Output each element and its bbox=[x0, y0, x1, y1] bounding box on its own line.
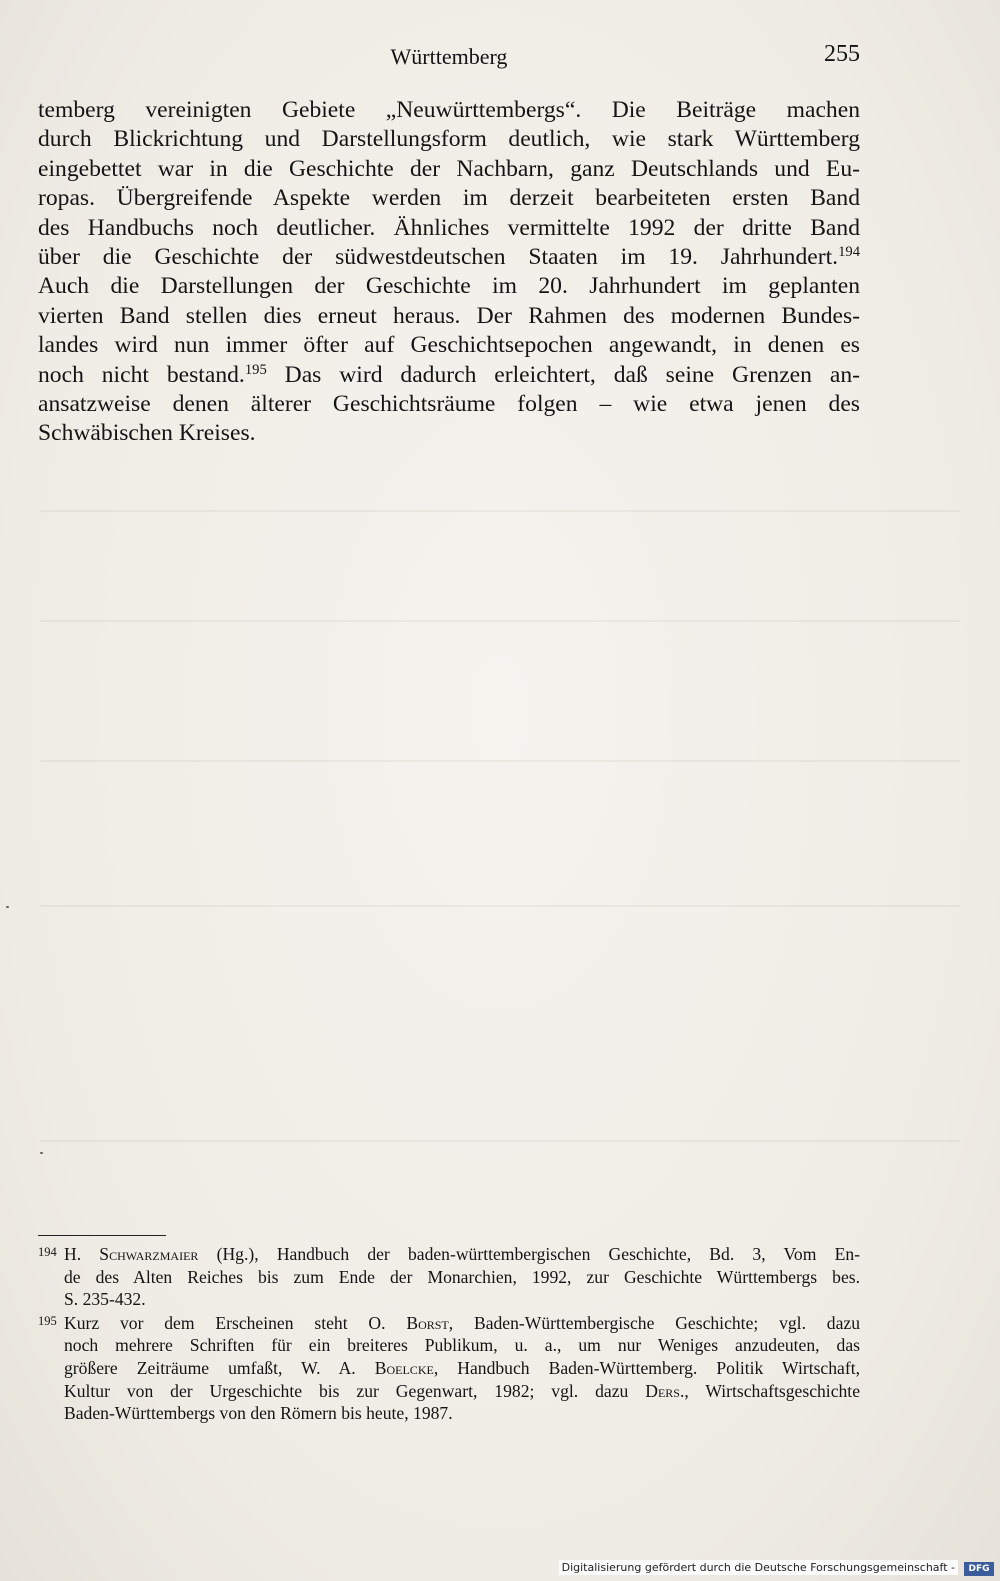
running-header bbox=[38, 41, 860, 74]
text-segment: noch nicht bestand. bbox=[38, 361, 245, 388]
text-line bbox=[38, 243, 860, 272]
author-name: Borst bbox=[406, 1312, 449, 1333]
bleed-through-mark bbox=[40, 1140, 960, 1142]
footnote-line: Baden-Württembergs von den Römern bis heute, 1987. bbox=[64, 1403, 453, 1424]
text-line: Auch die Darstellungen der Geschichte im 20. Jahrhundert im geplanten bbox=[38, 273, 860, 300]
footnote-194 bbox=[38, 1243, 860, 1311]
bleed-through-mark bbox=[40, 620, 960, 622]
text-line: des Handbuchs noch deutlicher. Ähnliches vermittelte 1992 der dritte Band bbox=[38, 214, 860, 241]
page-number: 255 bbox=[824, 41, 860, 67]
text-line: ropas. Übergreifende Aspekte werden im derzeit bearbeiteten ersten Band bbox=[38, 185, 860, 212]
text-segment: Kurz vor dem Erscheinen steht O. bbox=[64, 1312, 407, 1333]
bleed-through-mark bbox=[40, 510, 960, 512]
footnote-line bbox=[64, 1357, 860, 1380]
bleed-through-mark bbox=[40, 905, 960, 907]
dfg-logo: DFG bbox=[964, 1562, 994, 1576]
bleed-through-mark bbox=[40, 760, 960, 762]
text-line: ansatzweise denen älterer Geschichtsräume folgen – wie etwa jenen des bbox=[38, 391, 860, 418]
footnote-195 bbox=[38, 1312, 860, 1425]
text-segment: Das wird dadurch erleichtert, daß seine Grenzen an- bbox=[266, 361, 860, 388]
footnote-number: 194 bbox=[38, 1245, 57, 1259]
text-segment: , Baden-Württembergische Geschichte; vgl. dazu bbox=[448, 1312, 860, 1333]
scan-speck bbox=[40, 1152, 43, 1154]
text-segment: über die Geschichte der südwestdeutschen Staaten im 19. Jahrhundert. bbox=[38, 244, 839, 271]
footnote-ref-194[interactable]: 194 bbox=[838, 243, 860, 260]
body-paragraph bbox=[38, 96, 860, 449]
footnote-line: noch mehrere Schriften für ein breiteres Publikum, u. a., um nur Weniges anzudeuten, das bbox=[64, 1335, 860, 1356]
footnote-line bbox=[64, 1312, 860, 1335]
footnote-line: S. 235-432. bbox=[64, 1289, 146, 1310]
author-name: H. Schwarzmaier bbox=[64, 1244, 199, 1264]
author-name: Ders. bbox=[645, 1380, 685, 1401]
running-title: Württemberg bbox=[390, 44, 508, 69]
footnote-ref-195[interactable]: 195 bbox=[244, 361, 267, 378]
text-line: Schwäbischen Kreises. bbox=[38, 420, 256, 447]
scan-speck bbox=[6, 906, 9, 908]
footnote-line bbox=[64, 1243, 860, 1266]
author-name: Boelcke bbox=[374, 1357, 434, 1378]
text-line: durch Blickrichtung und Darstellungsform deutlich, wie stark Württemberg bbox=[38, 126, 860, 153]
funding-watermark: Digitalisierung gefördert durch die Deutsche Forschungsgemeinschaft - bbox=[559, 1560, 958, 1575]
text-line: eingebettet war in die Geschichte der Nachbarn, ganz Deutschlands und Eu- bbox=[38, 155, 860, 182]
text-line: vierten Band stellen dies erneut heraus. Der Rahmen des modernen Bundes- bbox=[38, 302, 860, 329]
text-segment: (Hg.), Handbuch der baden-württembergischen Geschichte, Bd. 3, Vom En- bbox=[198, 1244, 861, 1264]
text-line: landes wird nun immer öfter auf Geschichtsepochen angewandt, in denen es bbox=[38, 332, 860, 359]
footnote-line: de des Alten Reiches bis zum Ende der Monarchien, 1992, zur Geschichte Württembergs bes. bbox=[64, 1266, 860, 1287]
text-line bbox=[38, 361, 860, 390]
text-line: temberg vereinigten Gebiete „Neuwürttembergs“. Die Beiträge machen bbox=[38, 97, 860, 123]
footnote-number: 195 bbox=[38, 1313, 57, 1328]
text-segment: , Wirtschaftsgeschichte bbox=[684, 1380, 861, 1401]
text-segment: , Handbuch Baden-Württemberg. Politik Wirtschaft, bbox=[433, 1357, 860, 1378]
text-segment: Kultur von der Urgeschichte bis zur Gegenwart, 1982; vgl. dazu bbox=[64, 1380, 646, 1401]
footnote-separator bbox=[38, 1235, 166, 1236]
footnotes bbox=[38, 1243, 860, 1426]
text-segment: größere Zeiträume umfaßt, W. A. bbox=[64, 1357, 375, 1378]
footnote-line bbox=[64, 1380, 860, 1403]
